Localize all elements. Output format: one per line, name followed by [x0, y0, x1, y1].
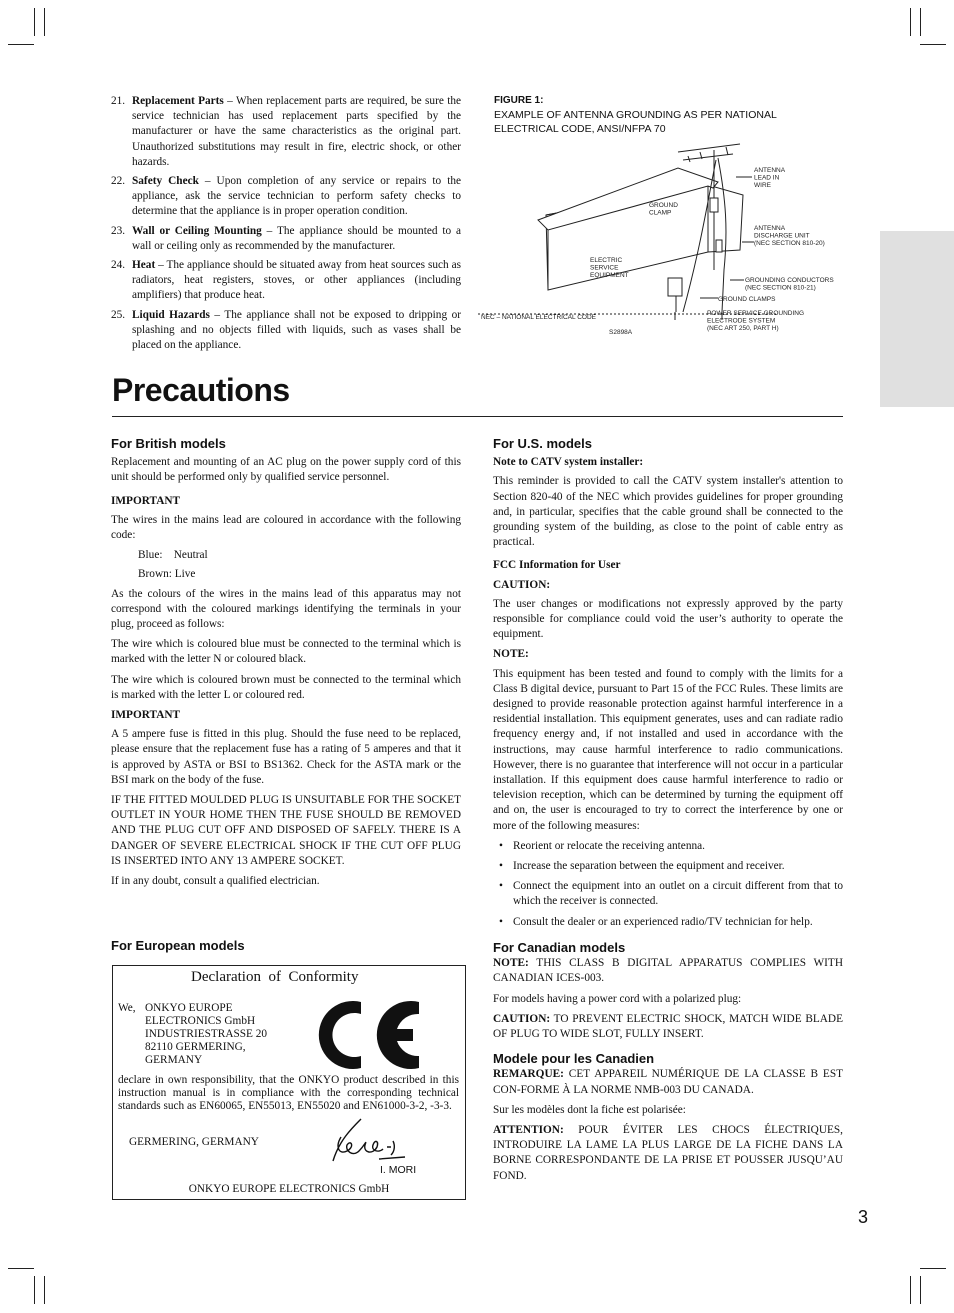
crop-mark	[44, 8, 45, 36]
address-block: ONKYO EUROPE ELECTRONICS GmbH INDUSTRIESTRASSE 20 82110 GERMERING, GERMANY	[145, 1002, 268, 1066]
label-grounding-conductors: GROUNDING CONDUCTORS (NEC SECTION 810-21)	[745, 277, 834, 292]
canadien-attention: ATTENTION: POUR ÉVITER LES CHOCS ÉLECTRIQUES, INTRODUIRE LA LAME LA PLUS LARGE DE LA FICHE DANS LA BORNE CORRESPONDANTE DE LA PRISE ET POUSSER JUSQU’AU FOND.	[493, 1123, 843, 1182]
caps-warning: IF THE FITTED MOULDED PLUG IS UNSUITABLE FOR THE SOCKET OUTLET IN YOUR HOME THEN THE FUSE SHOULD BE REMOVED AND THE PLUG CUT OFF AND DISPOSED OF SAFELY. THERE IS A DANGER OF SEVERE ELECTRICAL SHOCK IF THE CUT OFF PLUG IS INSERTED INTO ANY 13 AMPERE SOCKET.	[111, 794, 461, 867]
page-side-tab	[880, 231, 954, 407]
label-antenna-lead: ANTENNA LEAD IN WIRE	[754, 167, 786, 189]
declaration-box	[112, 965, 466, 1200]
crop-mark	[34, 1276, 35, 1304]
page-number: 3	[858, 1207, 869, 1227]
label-discharge-unit: ANTENNA DISCHARGE UNIT (NEC SECTION 810-20)	[754, 225, 825, 247]
canadian-heading: For Canadian models	[493, 939, 626, 955]
antenna-grounding-diagram	[478, 140, 848, 340]
crop-mark	[44, 1276, 45, 1304]
safety-item: 22. Safety Check – Upon completion of any service or repairs to the appliance, ask the service technician to perform safety checks to determine that the appliance is in proper operation condition.	[111, 175, 461, 218]
blue-wire-text: The wire which is coloured blue must be connected to the terminal which is marked with the letter N or coloured black.	[111, 638, 461, 666]
right-column	[493, 436, 843, 1189]
declare-text: declare in own responsibility, that the ONKYO product described in this instruction manual is in compliance with the corresponding technical standards such as EN60065, EN55013, EN55020 and EN61000-3-2, -3-3.	[118, 1074, 459, 1112]
signer-name: I. MORI	[380, 1164, 417, 1176]
label-ground-clamp: GROUND CLAMP	[649, 202, 678, 217]
label-ground-clamps: GROUND CLAMPS	[718, 296, 776, 303]
caution-heading: CAUTION:	[493, 578, 551, 591]
canadian-polar: For models having a power cord with a polarized plug:	[493, 992, 742, 1005]
important-heading: IMPORTANT	[111, 709, 181, 722]
signature-icon	[321, 1111, 411, 1171]
label-figure-code: S2898A	[609, 329, 633, 336]
list-item: • Increase the separation between the equipment and receiver.	[499, 860, 785, 873]
crop-mark	[920, 44, 946, 45]
ce-mark-icon	[313, 996, 427, 1074]
british-heading: For British models	[111, 436, 226, 451]
list-item: • Connect the equipment into an outlet on a circuit different from that to which the receiver is connected.	[499, 880, 843, 908]
safety-item: 23. Wall or Ceiling Mounting – The appliance should be mounted to a wall or ceiling only as recommended by the manufacturer.	[111, 224, 461, 252]
label-power-service: POWER SERVICE GROUNDING ELECTRODE SYSTEM (NEC ART 250, PART H)	[707, 310, 805, 332]
important-heading: IMPORTANT	[111, 494, 181, 507]
safety-items	[111, 94, 461, 357]
figure-caption: FIGURE 1: EXAMPLE OF ANTENNA GROUNDING AS PER NATIONAL ELECTRICAL CODE, ANSI/NFPA 70	[494, 95, 777, 135]
list-item: • Consult the dealer or an experienced radio/TV technician for help.	[499, 915, 813, 928]
british-intro: Replacement and mounting of an AC plug on the power supply cord of this unit should be performed only by qualified service personnel.	[111, 456, 461, 484]
crop-mark	[910, 1276, 911, 1304]
brown-code: Brown: Live	[138, 568, 196, 581]
label-electric-service: ELECTRIC SERVICE EQUIPMENT	[590, 257, 629, 279]
safety-item: 25. Liquid Hazards – The appliance shall not be exposed to dripping or splashing and no objects filled with liquids, such as vases shall be placed on the appliance.	[111, 308, 461, 352]
declaration-title: Declaration of Conformity	[191, 969, 359, 985]
crop-mark	[8, 1268, 34, 1269]
doubt-text: If in any doubt, consult a qualified electrician.	[111, 875, 320, 888]
safety-item: 24. Heat – The appliance should be situated away from heat sources such as radiators, heat registers, stoves, or other appliances (including amplifiers) that produce heat.	[111, 259, 461, 302]
place-text: GERMERING, GERMANY	[129, 1136, 259, 1148]
fcc-heading: FCC Information for User	[493, 559, 621, 572]
colours-text: As the colours of the wires in the mains lead of this apparatus may not correspond with the coloured markings identifying the terminals in your plug, proceed as follows:	[111, 587, 461, 631]
canadien-heading: Modele pour les Canadien	[493, 1051, 655, 1067]
crop-mark	[920, 8, 921, 36]
page-title: Precautions	[112, 372, 290, 408]
catv-text: This reminder is provided to call the CATV system installer's attention to Section 820-40 of the NEC which provides guidelines for proper grounding and, in particular, specifies that the cable ground shall be connected to the grounding system of the building, as close to the point of cable entry as practical.	[493, 475, 843, 549]
title-rule	[112, 416, 843, 417]
european-heading: For European models	[111, 938, 245, 953]
wires-text: The wires in the mains lead are coloured in accordance with the following code:	[111, 513, 461, 542]
canadien-polar: Sur les modèles dont la fiche est polarisée:	[493, 1103, 686, 1116]
left-column	[111, 436, 461, 894]
company-name: ONKYO EUROPE ELECTRONICS GmbH	[188, 1183, 390, 1195]
crop-mark	[920, 1276, 921, 1304]
note-text: This equipment has been tested and found to comply with the limits for a Class B digital device, pursuant to Part 15 of the FCC Rules. These limits are designed to provide reasonable protection against harmful interference in a residential installation. This equipment generates, uses and can radiate radio frequency energy and, if not installed and used in accordance with the instructions, may cause harmful interference to radio communications. However, there is no guarantee that interference will not occur in a particular installation. If this equipment does cause harmful interference to radio or television reception, which can be determined by turning the equipment off and on, the user is encouraged to try to correct the interference by one or more of the following measures:	[493, 667, 843, 832]
blue-code: Blue: Neutral	[138, 549, 208, 562]
canadian-caution: CAUTION: TO PREVENT ELECTRIC SHOCK, MATCH WIDE BLADE OF PLUG TO WIDE SLOT, FULLY INSERT.	[493, 1012, 843, 1040]
list-item: • Reorient or relocate the receiving antenna.	[499, 839, 705, 852]
note-heading: NOTE:	[493, 648, 529, 661]
us-heading: For U.S. models	[493, 436, 592, 451]
brown-wire-text: The wire which is coloured brown must be connected to the terminal which is marked with the letter L or coloured red.	[111, 673, 461, 701]
canadian-note: NOTE: THIS CLASS B DIGITAL APPARATUS COMPLIES WITH CANADIAN ICES-003.	[493, 957, 843, 985]
fuse-text: A 5 ampere fuse is fitted in this plug. Should the fuse need to be replaced, please ensure that the replacement fuse has a rating of 5 amperes and that it is approved by ASTA or BSI to BS1362. Check for the ASTA mark or the BSI mark on the body of the fuse.	[111, 728, 461, 786]
crop-mark	[920, 1268, 946, 1269]
crop-mark	[910, 8, 911, 36]
canadien-remarque: REMARQUE: CET APPAREIL NUMÉRIQUE DE LA CLASSE B EST CON-FORME À LA NORME NMB-003 DU CANADA.	[493, 1068, 843, 1096]
we-label: We,	[118, 1002, 136, 1014]
caution-text: The user changes or modifications not expressly approved by the party responsible for compliance could void the user’s authority to operate the equipment.	[493, 597, 843, 641]
safety-item: 21. Replacement Parts – When replacement parts are required, be sure the service technician has used replacement parts specified by the manufacturer or have the same characteristics as the original part. Unauthorized substitutions may result in fire, electric shock, or other hazards.	[111, 95, 461, 168]
catv-heading: Note to CATV system installer:	[493, 456, 644, 469]
crop-mark	[34, 8, 35, 36]
crop-mark	[8, 44, 34, 45]
label-nec: NEC – NATIONAL ELECTRICAL CODE	[481, 314, 596, 321]
